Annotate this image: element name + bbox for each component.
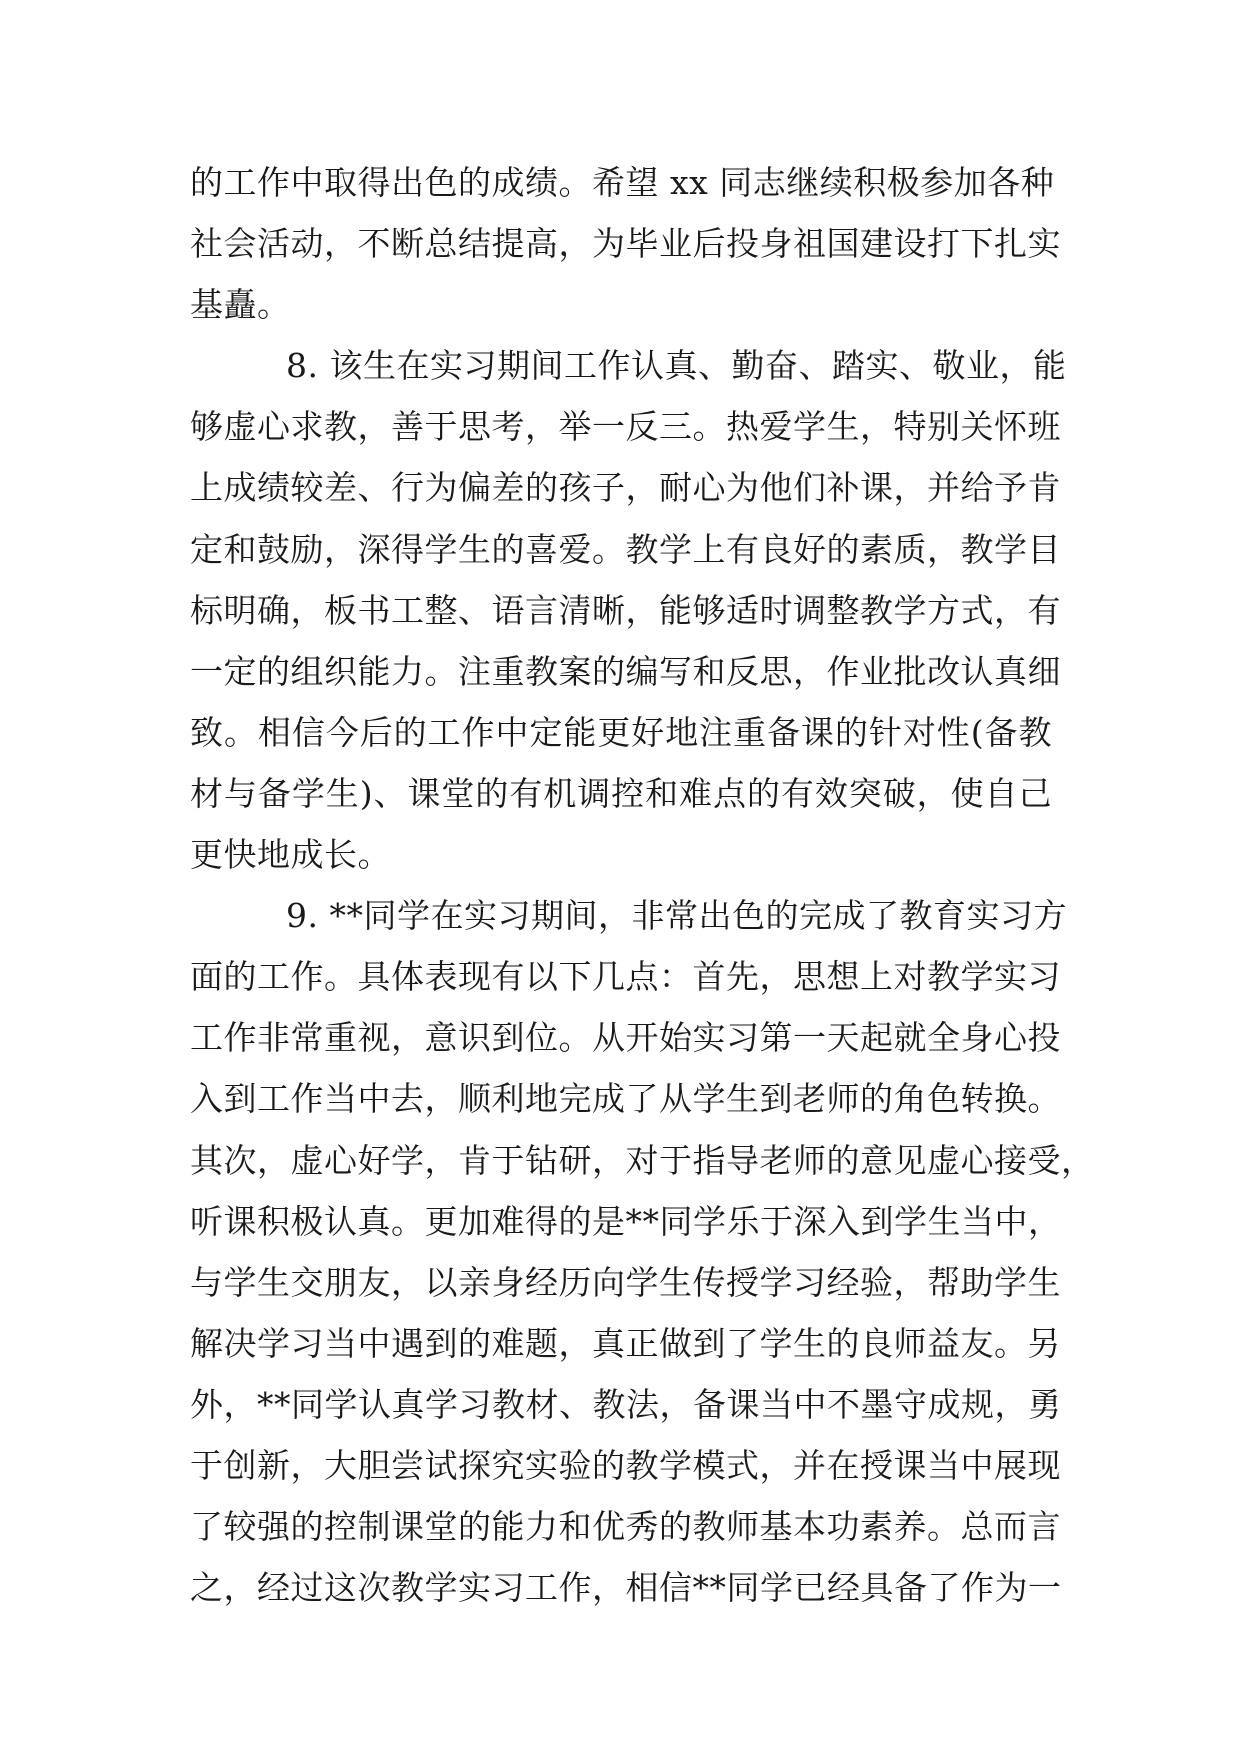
text-line: 于创新，大胆尝试探究实验的教学模式，并在授课当中展现 bbox=[190, 1445, 1061, 1485]
text-line: 听课积极认真。更加难得的是**同学乐于深入到学生当中， bbox=[190, 1201, 1062, 1241]
paragraph-2 bbox=[190, 335, 1067, 885]
text-line: 之，经过这次教学实习工作，相信**同学已经具备了作为一 bbox=[190, 1568, 1062, 1608]
text-line: 更快地成长。 bbox=[190, 835, 391, 875]
text-line: 基矗。 bbox=[190, 285, 291, 325]
document-body bbox=[190, 152, 1095, 1618]
paragraph-3 bbox=[190, 885, 1095, 1618]
text-line: 入到工作当中去，顺利地完成了从学生到老师的角色转换。 bbox=[190, 1079, 1061, 1119]
text-line: 的工作中取得出色的成绩。希望 xx 同志继续积极参加各种 bbox=[190, 163, 1055, 202]
text-line: 9. **同学在实习期间，非常出色的完成了教育实习方 bbox=[286, 896, 1067, 936]
text-line: 一定的组织能力。注重教案的编写和反思，作业批改认真细 bbox=[190, 651, 1061, 691]
text-line: 解决学习当中遇到的难题，真正做到了学生的良师益友。另 bbox=[190, 1323, 1061, 1363]
text-line: 与学生交朋友，以亲身经历向学生传授学习经验，帮助学生 bbox=[190, 1262, 1061, 1302]
text-line: 8. 该生在实习期间工作认真、勤奋、踏实、敬业，能 bbox=[286, 346, 1067, 386]
paragraph-1 bbox=[190, 152, 1061, 335]
text-line: 其次，虚心好学，肯于钻研，对于指导老师的意见虚心接受， bbox=[190, 1140, 1095, 1180]
text-line: 上成绩较差、行为偏差的孩子，耐心为他们补课，并给予肯 bbox=[190, 468, 1061, 508]
text-line: 了较强的控制课堂的能力和优秀的教师基本功素养。总而言 bbox=[190, 1507, 1061, 1547]
text-line: 材与备学生)、课堂的有机调控和难点的有效突破，使自己 bbox=[190, 773, 1052, 813]
text-line: 面的工作。具体表现有以下几点：首先，思想上对教学实习 bbox=[190, 957, 1061, 997]
text-line: 社会活动，不断总结提高，为毕业后投身祖国建设打下扎实 bbox=[190, 224, 1061, 264]
text-line: 工作非常重视，意识到位。从开始实习第一天起就全身心投 bbox=[190, 1018, 1061, 1058]
text-line: 够虚心求教，善于思考，举一反三。热爱学生，特别关怀班 bbox=[190, 407, 1061, 447]
text-line: 定和鼓励，深得学生的喜爱。教学上有良好的素质，教学目 bbox=[190, 529, 1061, 569]
text-line: 外，**同学认真学习教材、教法，备课当中不墨守成规，勇 bbox=[190, 1384, 1062, 1424]
text-line: 标明确，板书工整、语言清晰，能够适时调整教学方式，有 bbox=[190, 590, 1061, 630]
text-line: 致。相信今后的工作中定能更好地注重备课的针对性(备教 bbox=[190, 712, 1052, 752]
